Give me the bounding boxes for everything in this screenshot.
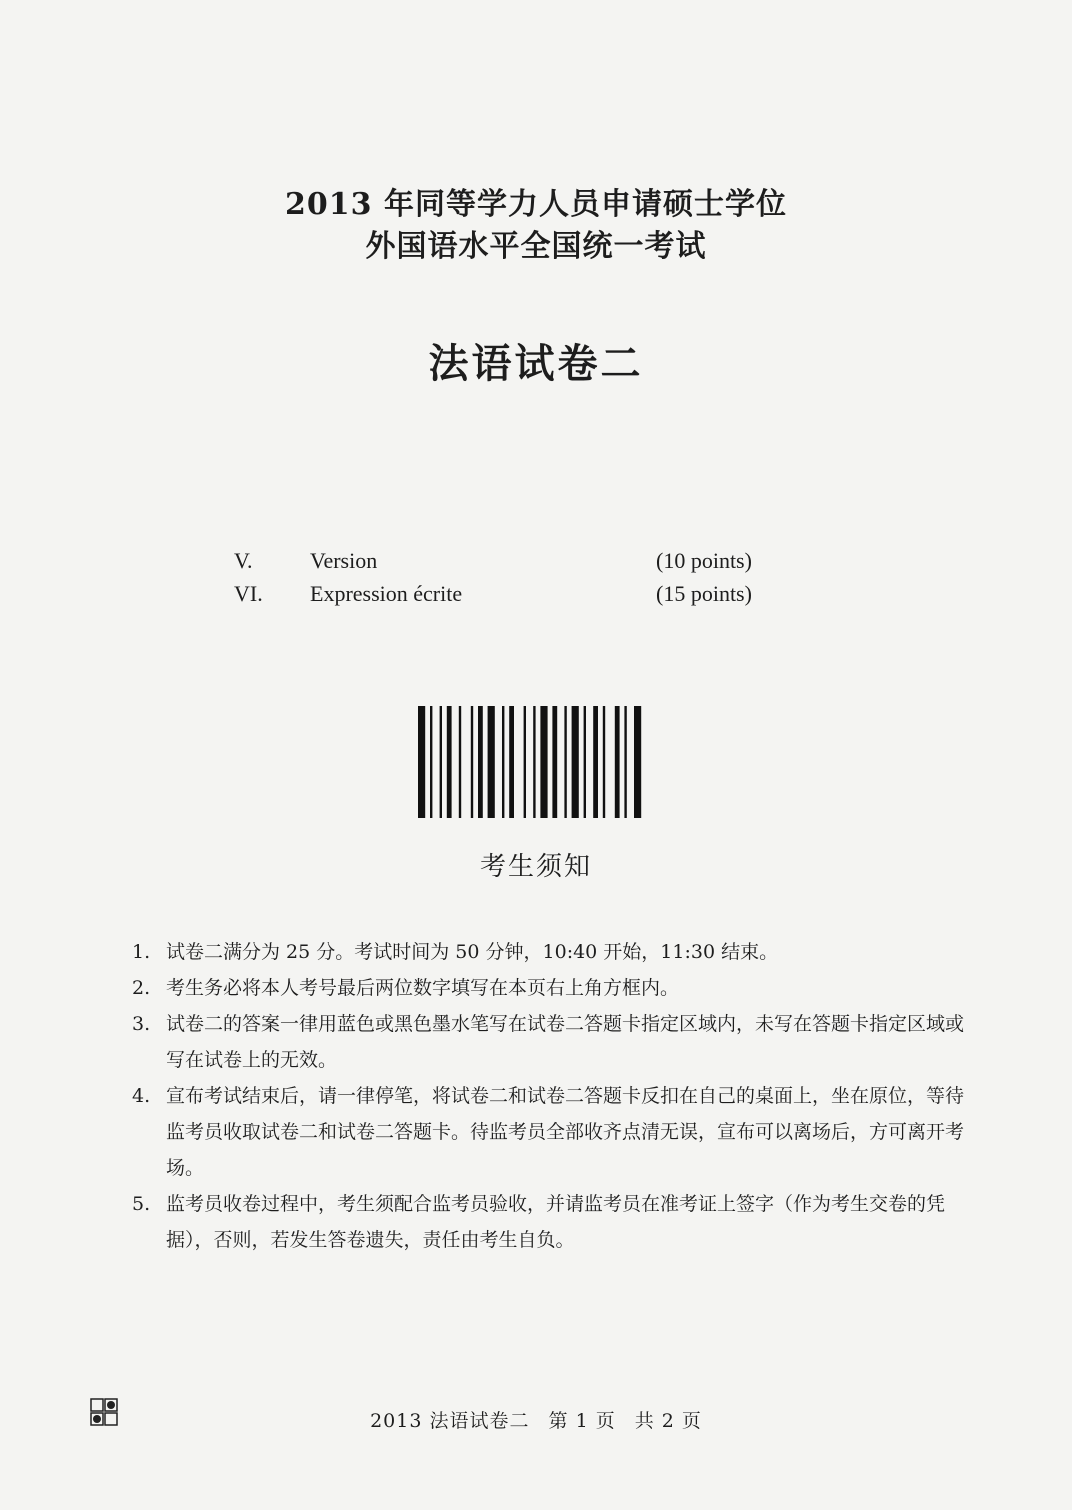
section-row <box>234 548 794 581</box>
header-line-2: 外国语水平全国统一考试 <box>365 229 707 264</box>
notice-item <box>132 1186 982 1258</box>
notice-text: 考生务必将本人考号最后两位数字填写在本页右上角方框内。 <box>166 977 680 999</box>
page-footer <box>0 1406 1072 1433</box>
notice-text: 宣布考试结束后，请一律停笔，将试卷二和试卷二答题卡反扣在自己的桌面上，坐在原位，等待监考员收取试卷二和试卷二答题卡。待监考员全部收齐点清无误，宣布可以离场后，方可离开考场。 <box>166 1085 965 1179</box>
exam-header <box>0 185 1072 267</box>
notice-number: 3. <box>132 1013 151 1035</box>
section-points: (10 points) <box>656 548 752 573</box>
notice-text: 监考员收卷过程中，考生须配合监考员验收，并请监考员在准考证上签字（作为考生交卷的凭据），否则，若发生答卷遗失，责任由考生自负。 <box>166 1193 946 1251</box>
notice-number: 2. <box>132 977 151 999</box>
section-row <box>234 581 794 614</box>
notice-list <box>132 934 982 1258</box>
section-list <box>234 548 794 614</box>
footer-page-number: 第 1 页 <box>548 1410 616 1432</box>
notice-text: 试卷二的答案一律用蓝色或黑色墨水笔写在试卷二答题卡指定区域内，未写在答题卡指定区域或写在试卷上的无效。 <box>166 1013 965 1071</box>
footer-total-pages: 共 2 页 <box>634 1410 702 1432</box>
notice-number: 5. <box>132 1193 151 1215</box>
notice-number: 1. <box>132 941 151 963</box>
header-line-1: 2013 年同等学力人员申请硕士学位 <box>285 187 787 222</box>
section-name: Expression écrite <box>310 581 463 606</box>
section-number: V. <box>234 548 253 573</box>
notice-item <box>132 934 982 970</box>
notice-item <box>132 970 982 1006</box>
notice-item <box>132 1078 982 1186</box>
paper-title: 法语试卷二 <box>428 340 644 387</box>
notice-number: 4. <box>132 1085 151 1107</box>
barcode-icon <box>418 706 646 818</box>
section-number: VI. <box>234 581 263 606</box>
footer-paper-name: 2013 法语试卷二 <box>370 1410 530 1432</box>
section-points: (15 points) <box>656 581 752 606</box>
section-name: Version <box>310 548 378 573</box>
notice-item <box>132 1006 982 1078</box>
notice-title: 考生须知 <box>479 852 592 882</box>
notice-text: 试卷二满分为 25 分。考试时间为 50 分钟，10:40 开始，11:30 结束。 <box>166 941 779 963</box>
